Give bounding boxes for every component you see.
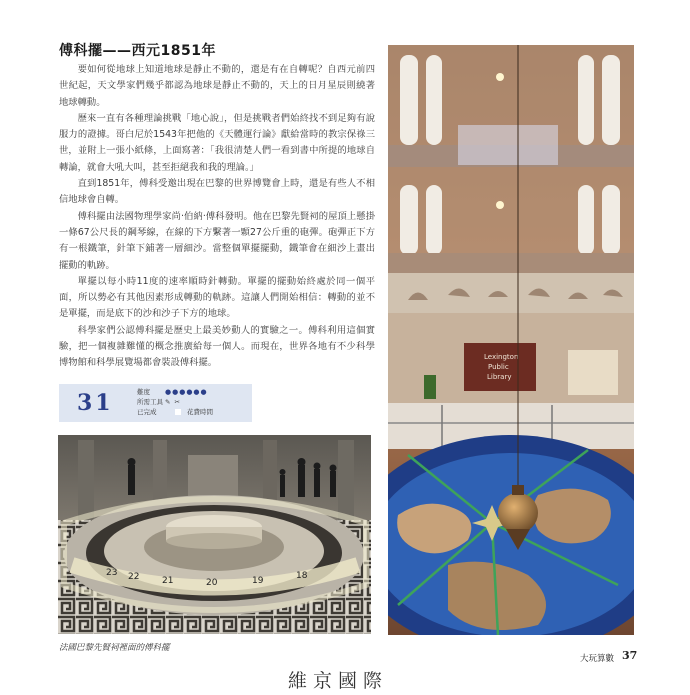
difficulty-label: 難度 (137, 388, 150, 396)
scale-number: 19 (252, 576, 264, 586)
paragraph: 傅科擺由法國物理學家尚‧伯納‧傅科發明。他在巴黎先賢祠的屋頂上懸掛一條67公尺長的鋼琴線，在線的下方繫著一顆27公斤重的砲彈。砲彈正下方有一根鐵筆，針筆下鋪著一層細沙。當整個單擺擺動，鐵筆會在細沙上畫出擺動的軌跡。 (59, 210, 375, 271)
pantheon-pendulum-photo (58, 435, 371, 634)
library-scene (388, 45, 634, 635)
photo-caption: 法國巴黎先賢祠裡面的傅科擺 (59, 643, 170, 653)
publisher-watermark: 維京國際 (288, 670, 389, 692)
sign-line: Lexington (484, 353, 519, 361)
completion-row (137, 407, 213, 417)
article-title: 傅科擺——西元1851年 (59, 43, 216, 59)
paragraph: 要如何從地球上知道地球是靜止不動的，還是有在自轉呢？自西元前四世紀起，天文學家們幾乎都認為地球是靜止不動的，天上的日月星辰則繞著地球轉動。 (59, 64, 375, 108)
sign-line: Library (487, 373, 512, 381)
activity-meta (137, 387, 213, 417)
done-label: 已完成 (137, 408, 157, 416)
footer-book-title: 大玩算數 (580, 654, 615, 664)
scale-number: 21 (162, 576, 174, 586)
pantheon-scene (58, 435, 371, 634)
scale-number: 20 (206, 578, 218, 588)
library-pendulum-photo (388, 45, 634, 635)
difficulty-row (137, 387, 213, 397)
paragraph: 科學家們公認傅科擺是歷史上最美妙動人的實驗之一。傅科利用這個實驗，把一個複雜難懂的概念推廣給每一個人。而現在，世界各地有不少科學博物館和科學展覽場都會裝設傅科擺。 (59, 324, 375, 369)
paragraph: 直到1851年，傅科受邀出現在巴黎的世界博覽會上時，還是有些人不相信地球會自轉。 (59, 178, 375, 206)
tools-icons: ✎ ✂ (165, 398, 181, 406)
time-label: 花費時間 (187, 408, 213, 416)
tools-row (137, 397, 213, 407)
page-number: 37 (622, 649, 638, 662)
paragraph: 歷來一直有各種理論挑戰「地心說」，但是挑戰者們始終找不到足夠有說服力的證據。哥白尼於1543年把他的《天體運行論》獻給當時的教宗保祿三世，並附上一張小紙條，上面寫著：「我很清楚人們一看到書中所提的地球自轉論，就會大吼大叫，甚至拒絕我和我的理論。」 (59, 112, 375, 173)
checkbox-icon[interactable] (175, 409, 181, 415)
scale-number: 22 (128, 572, 140, 582)
scale-number: 23 (106, 568, 118, 578)
article-body (59, 62, 375, 372)
scale-number: 18 (296, 571, 308, 581)
activity-info-box (59, 384, 252, 422)
activity-number: 31 (77, 390, 114, 416)
sign-line: Public (488, 363, 509, 371)
difficulty-dots: ●●●●●● (165, 388, 208, 396)
tools-label: 所需工具 (137, 398, 163, 406)
paragraph: 單擺以每小時11度的速率順時針轉動。單擺的擺動始終處於同一個平面，所以勢必有其他因素形成轉動的軌跡。這讓人們開始相信：轉動的並不是單擺，而是底下的沙和沙子下方的地球。 (59, 275, 375, 320)
